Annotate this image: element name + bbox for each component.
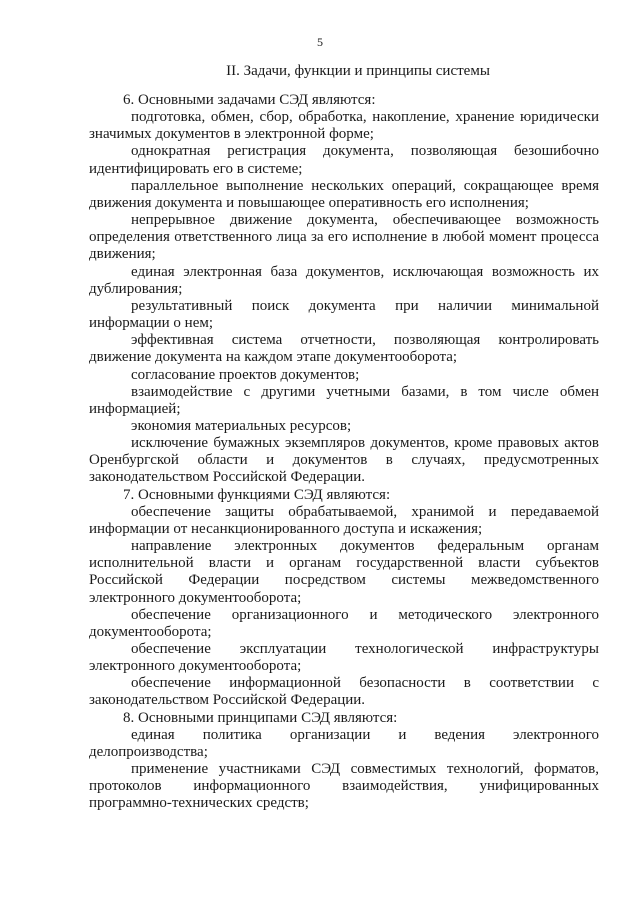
paragraph: обеспечение информационной безопасности в соответствии с законодательством Российской Федерации. xyxy=(89,675,599,709)
paragraph: единая политика организации и ведения электронного делопроизводства; xyxy=(89,726,599,760)
document-body xyxy=(89,92,599,813)
paragraph: взаимодействие с другими учетными базами, в том числе обмен информацией; xyxy=(89,383,599,417)
paragraph: параллельное выполнение нескольких операций, сокращающее время движения документа и повышающее оперативность его исполнения; xyxy=(89,177,599,211)
paragraph: непрерывное движение документа, обеспечивающее возможность определения ответственного лица за его исполнение в любой момент процесса движения; xyxy=(89,212,599,263)
paragraph: обеспечение эксплуатации технологической инфраструктуры электронного документооборота; xyxy=(89,641,599,675)
paragraph: направление электронных документов федеральным органам исполнительной власти и органам государственной власти субъектов Российской Федерации посредством системы межведомственного электронного документооборота; xyxy=(89,538,599,606)
paragraph: однократная регистрация документа, позволяющая безошибочно идентифицировать его в системе; xyxy=(89,143,599,177)
paragraph: обеспечение защиты обрабатываемой, хранимой и передаваемой информации от несанкционированного доступа и искажения; xyxy=(89,503,599,537)
page-number: 5 xyxy=(317,35,323,49)
paragraph: единая электронная база документов, исключающая возможность их дублирования; xyxy=(89,263,599,297)
paragraph: обеспечение организационного и методического электронного документооборота; xyxy=(89,606,599,640)
section-heading: II. Задачи, функции и принципы системы xyxy=(226,63,490,79)
paragraph-principles-intro: 8. Основными принципами СЭД являются: xyxy=(123,709,398,726)
paragraph: исключение бумажных экземпляров документов, кроме правовых актов Оренбургской области и документов в случаях, предусмотренных законодательством Российской Федерации. xyxy=(89,435,599,486)
paragraph: применение участниками СЭД совместимых технологий, форматов, протоколов информационного взаимодействия, унифицированных программно-технических средств; xyxy=(89,761,599,812)
paragraph: согласование проектов документов; xyxy=(131,366,360,383)
paragraph-functions-intro: 7. Основными функциями СЭД являются: xyxy=(123,486,391,503)
paragraph-tasks-intro: 6. Основными задачами СЭД являются: xyxy=(123,92,376,108)
paragraph: результативный поиск документа при наличии минимальной информации о нем; xyxy=(89,297,599,332)
paragraph: подготовка, обмен, сбор, обработка, накопление, хранение юридически значимых документов в электронной форме; xyxy=(89,109,599,143)
paragraph: экономия материальных ресурсов; xyxy=(131,417,352,434)
paragraph: эффективная система отчетности, позволяющая контролировать движение документа на каждом этапе документооборота; xyxy=(89,332,599,366)
